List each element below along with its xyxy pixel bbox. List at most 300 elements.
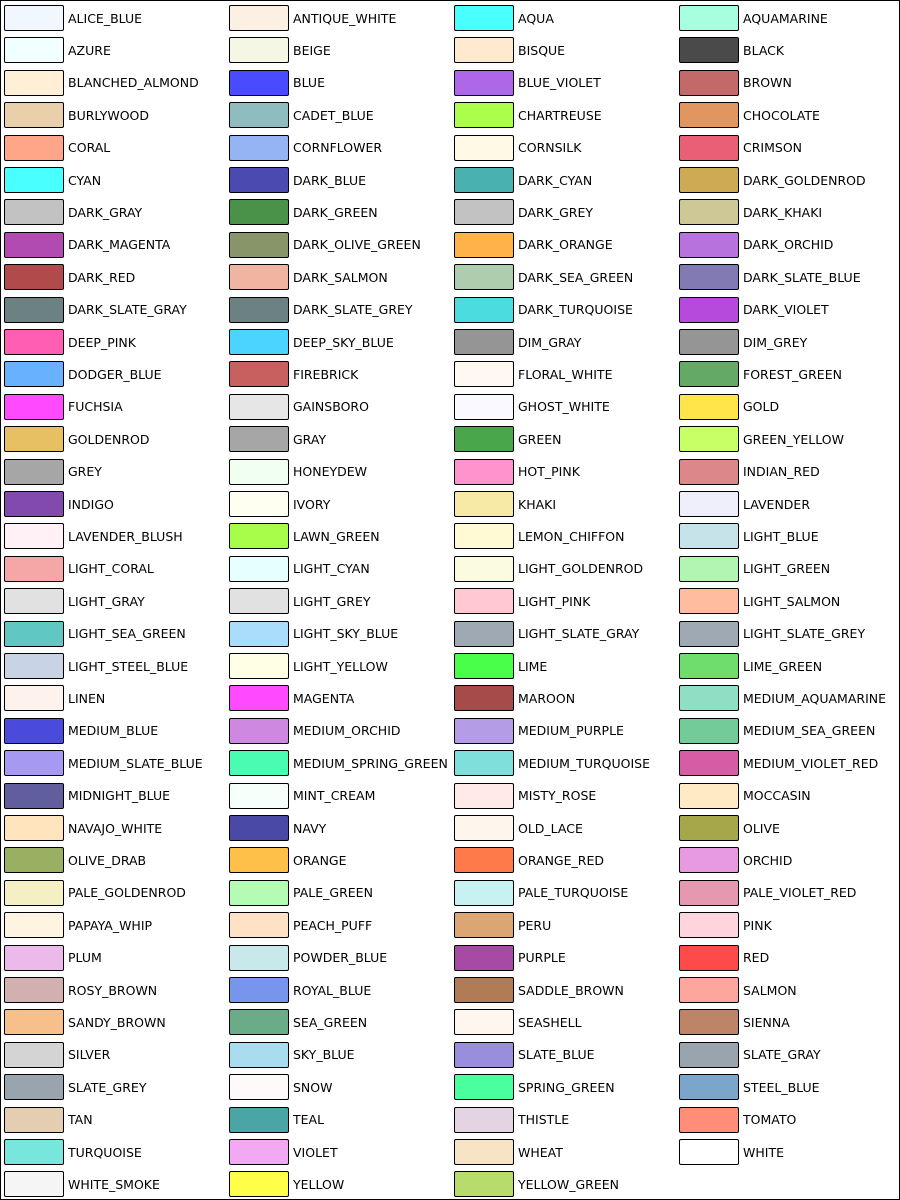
color-swatch (229, 523, 289, 549)
color-swatch (229, 199, 289, 225)
color-name-label: LINEN (68, 690, 106, 706)
color-swatch (229, 880, 289, 906)
color-name-label: ANTIQUE_WHITE (293, 10, 397, 26)
color-cell (4, 490, 114, 518)
color-name-label: MISTY_ROSE (518, 788, 597, 804)
color-cell (454, 101, 602, 129)
color-cell (454, 1106, 569, 1134)
color-cell (4, 425, 150, 453)
color-name-label: CRIMSON (743, 140, 803, 156)
color-name-label: LIGHT_CORAL (68, 561, 154, 577)
color-name-label: LIGHT_SKY_BLUE (293, 626, 399, 642)
color-cell (4, 393, 123, 421)
color-swatch (454, 1107, 514, 1133)
color-swatch (4, 1074, 64, 1100)
color-swatch (679, 102, 739, 128)
color-name-label: SANDY_BROWN (68, 1014, 166, 1030)
color-cell (4, 1106, 93, 1134)
color-swatch (229, 264, 289, 290)
color-swatch (679, 847, 739, 873)
color-swatch (4, 459, 64, 485)
color-cell (4, 166, 101, 194)
color-cell (229, 814, 326, 842)
color-name-label: MEDIUM_BLUE (68, 723, 159, 739)
color-swatch (4, 329, 64, 355)
color-name-label: LIGHT_GREY (293, 593, 371, 609)
color-name-label: BISQUE (518, 42, 566, 58)
color-name-label: WHITE (743, 1144, 784, 1160)
color-name-label: BURLYWOOD (68, 107, 150, 123)
color-swatch (229, 783, 289, 809)
color-cell (4, 458, 102, 486)
color-name-label: SILVER (68, 1047, 111, 1063)
color-name-label: LEMON_CHIFFON (518, 528, 625, 544)
color-swatch (229, 426, 289, 452)
color-name-label: CADET_BLUE (293, 107, 374, 123)
color-swatch (4, 70, 64, 96)
color-name-label: LIGHT_SLATE_GREY (743, 626, 866, 642)
color-swatch (454, 556, 514, 582)
color-cell (679, 198, 822, 226)
color-name-label: CHOCOLATE (743, 107, 820, 123)
color-name-label: DARK_BLUE (293, 172, 367, 188)
color-swatch (679, 685, 739, 711)
color-cell (454, 976, 624, 1004)
color-swatch (229, 5, 289, 31)
color-cell (4, 4, 142, 32)
color-name-label: DIM_GREY (743, 334, 808, 350)
color-name-label: SNOW (293, 1079, 333, 1095)
color-cell (229, 1106, 324, 1134)
color-name-label: GOLDENROD (68, 431, 150, 447)
color-cell (229, 296, 413, 324)
color-swatch (679, 5, 739, 31)
color-swatch (454, 783, 514, 809)
color-cell (454, 717, 624, 745)
color-cell (4, 522, 183, 550)
color-name-label: SADDLE_BROWN (518, 982, 624, 998)
color-cell (229, 1138, 338, 1166)
color-swatch (454, 70, 514, 96)
color-swatch (679, 459, 739, 485)
color-cell (229, 458, 367, 486)
color-name-label: DARK_TURQUOISE (518, 302, 633, 318)
color-name-label: LIGHT_CYAN (293, 561, 370, 577)
color-name-label: CORNSILK (518, 140, 582, 156)
color-cell (454, 749, 650, 777)
color-cell (679, 166, 866, 194)
color-name-label: BLACK (743, 42, 785, 58)
color-cell (679, 782, 811, 810)
color-swatch (454, 945, 514, 971)
color-cell (229, 69, 325, 97)
color-name-label: DARK_SALMON (293, 269, 388, 285)
color-name-label: TURQUOISE (68, 1144, 142, 1160)
color-swatch (4, 394, 64, 420)
color-swatch (229, 1042, 289, 1068)
color-cell (4, 749, 203, 777)
color-name-label: BROWN (743, 75, 792, 91)
color-cell (679, 1138, 784, 1166)
color-cell (679, 101, 820, 129)
color-swatch (454, 102, 514, 128)
color-swatch (229, 1139, 289, 1165)
color-name-label: PINK (743, 917, 772, 933)
color-name-label: RED (743, 950, 770, 966)
color-swatch (4, 232, 64, 258)
color-cell (454, 555, 643, 583)
color-swatch (454, 718, 514, 744)
color-cell (229, 490, 330, 518)
color-name-label: ORANGE_RED (518, 852, 604, 868)
color-swatch (229, 945, 289, 971)
color-cell (679, 587, 840, 615)
color-swatch (229, 718, 289, 744)
color-cell (454, 1138, 563, 1166)
color-name-label: DEEP_PINK (68, 334, 136, 350)
color-cell (4, 1073, 146, 1101)
color-swatch (454, 167, 514, 193)
color-name-label: PLUM (68, 950, 102, 966)
color-name-label: DIM_GRAY (518, 334, 582, 350)
color-name-label: FLORAL_WHITE (518, 366, 613, 382)
color-name-label: FOREST_GREEN (743, 366, 842, 382)
color-name-label: SLATE_GREY (68, 1079, 147, 1095)
color-swatch (454, 750, 514, 776)
color-swatch (229, 750, 289, 776)
color-swatch (229, 70, 289, 96)
color-cell (454, 814, 583, 842)
color-cell (454, 1008, 582, 1036)
color-name-label: DARK_ORANGE (518, 237, 613, 253)
color-name-label: MEDIUM_SLATE_BLUE (68, 755, 203, 771)
color-cell (454, 944, 566, 972)
color-name-label: LIGHT_GREEN (743, 561, 831, 577)
color-name-label: DARK_GOLDENROD (743, 172, 866, 188)
color-name-label: DARK_SLATE_GREY (293, 302, 413, 318)
color-swatch (679, 297, 739, 323)
color-cell (679, 522, 819, 550)
color-swatch (679, 945, 739, 971)
color-swatch (229, 167, 289, 193)
color-swatch (4, 135, 64, 161)
color-cell (4, 814, 162, 842)
color-name-label: LAWN_GREEN (293, 528, 380, 544)
color-name-label: ORANGE (293, 852, 347, 868)
color-name-label: DARK_SLATE_GRAY (68, 302, 187, 318)
color-swatch (454, 459, 514, 485)
color-cell (229, 652, 388, 680)
color-cell (229, 587, 371, 615)
color-cell (229, 846, 347, 874)
color-cell (454, 587, 590, 615)
color-name-label: SALMON (743, 982, 797, 998)
color-cell (454, 879, 628, 907)
color-name-label: DARK_VIOLET (743, 302, 829, 318)
color-name-label: DARK_SEA_GREEN (518, 269, 634, 285)
color-swatch (454, 912, 514, 938)
color-cell (679, 879, 856, 907)
color-swatch (229, 329, 289, 355)
color-swatch (229, 37, 289, 63)
color-swatch (679, 264, 739, 290)
color-swatch (229, 653, 289, 679)
color-name-label: GREY (68, 464, 102, 480)
color-cell (679, 69, 792, 97)
color-swatch (454, 361, 514, 387)
color-cell (454, 36, 565, 64)
color-cell (454, 458, 580, 486)
color-cell (229, 198, 378, 226)
color-cell (454, 263, 633, 291)
color-name-label: ROSY_BROWN (68, 982, 158, 998)
color-cell (229, 1041, 355, 1069)
color-cell (229, 134, 382, 162)
color-swatch (229, 297, 289, 323)
color-swatch (229, 556, 289, 582)
color-name-label: LAVENDER_BLUSH (68, 528, 183, 544)
color-name-label: LIGHT_STEEL_BLUE (68, 658, 189, 674)
color-name-label: LAVENDER (743, 496, 811, 512)
color-name-label: DARK_CYAN (518, 172, 593, 188)
color-swatch (229, 847, 289, 873)
color-name-label: SLATE_BLUE (518, 1047, 595, 1063)
color-name-label: LIGHT_GOLDENROD (518, 561, 644, 577)
color-cell (679, 717, 875, 745)
color-cell (454, 425, 562, 453)
color-name-label: SKY_BLUE (293, 1047, 355, 1063)
color-name-label: DARK_GREEN (293, 204, 378, 220)
color-cell (4, 69, 199, 97)
color-cell (679, 425, 844, 453)
color-swatch (4, 556, 64, 582)
color-name-label: DODGER_BLUE (68, 366, 162, 382)
color-swatch (454, 1009, 514, 1035)
color-swatch (679, 199, 739, 225)
color-cell (4, 620, 186, 648)
color-cell (4, 263, 135, 291)
color-swatch (454, 491, 514, 517)
color-swatch (229, 1074, 289, 1100)
color-cell (679, 1041, 821, 1069)
color-cell (679, 976, 797, 1004)
color-swatch (454, 1042, 514, 1068)
color-cell (4, 782, 170, 810)
color-cell (229, 555, 370, 583)
color-name-label: FIREBRICK (293, 366, 359, 382)
color-swatch (4, 588, 64, 614)
color-name-label: MEDIUM_AQUAMARINE (743, 690, 887, 706)
color-name-label: TEAL (293, 1112, 325, 1128)
color-name-label: AZURE (68, 42, 111, 58)
color-cell (679, 846, 792, 874)
color-name-label: LIME (518, 658, 548, 674)
color-name-label: SLATE_GRAY (743, 1047, 821, 1063)
color-name-label: LIGHT_PINK (518, 593, 591, 609)
color-cell (679, 296, 829, 324)
color-swatch (679, 718, 739, 744)
color-cell (4, 1138, 142, 1166)
color-swatch (4, 977, 64, 1003)
color-cell (229, 166, 366, 194)
color-name-label: DARK_RED (68, 269, 136, 285)
color-swatch (229, 135, 289, 161)
color-cell (679, 328, 807, 356)
color-swatch (679, 653, 739, 679)
color-name-label: ORCHID (743, 852, 793, 868)
color-cell (229, 684, 354, 712)
color-cell (229, 944, 387, 972)
color-cell (679, 944, 769, 972)
color-name-label: MEDIUM_TURQUOISE (518, 755, 650, 771)
color-name-label: STEEL_BLUE (743, 1079, 820, 1095)
color-swatch (454, 588, 514, 614)
color-cell (454, 1170, 619, 1198)
color-swatch (4, 297, 64, 323)
color-name-label: NAVAJO_WHITE (68, 820, 163, 836)
color-name-label: HOT_PINK (518, 464, 580, 480)
color-cell (454, 296, 633, 324)
color-swatch (679, 329, 739, 355)
color-cell (679, 555, 830, 583)
color-cell (454, 1041, 595, 1069)
color-cell (454, 620, 639, 648)
color-name-label: GAINSBORO (293, 399, 369, 415)
color-name-label: MOCCASIN (743, 788, 811, 804)
color-swatch (229, 459, 289, 485)
color-swatch (454, 37, 514, 63)
color-name-label: GHOST_WHITE (518, 399, 610, 415)
color-swatch (4, 361, 64, 387)
color-cell (229, 393, 369, 421)
color-name-label: PALE_GREEN (293, 885, 373, 901)
color-swatch (679, 135, 739, 161)
color-name-label: IVORY (293, 496, 331, 512)
color-swatch (454, 426, 514, 452)
color-cell (679, 814, 780, 842)
color-cell (679, 36, 784, 64)
color-cell (454, 328, 581, 356)
color-name-label: ROYAL_BLUE (293, 982, 372, 998)
color-name-label: CORNFLOWER (293, 140, 383, 156)
color-name-label: WHEAT (518, 1144, 563, 1160)
color-cell (679, 620, 865, 648)
color-cell (454, 69, 601, 97)
color-cell (4, 555, 154, 583)
color-swatch (4, 523, 64, 549)
color-swatch (679, 167, 739, 193)
color-swatch (229, 491, 289, 517)
color-swatch (454, 1171, 514, 1197)
color-swatch (679, 361, 739, 387)
color-swatch (679, 394, 739, 420)
color-name-label: CHARTREUSE (518, 107, 602, 123)
color-swatch (679, 880, 739, 906)
color-cell (4, 684, 105, 712)
color-cell (454, 166, 592, 194)
color-cell (679, 490, 810, 518)
color-cell (4, 1041, 110, 1069)
color-swatch (4, 815, 64, 841)
color-name-label: LIGHT_SLATE_GRAY (518, 626, 640, 642)
color-name-label: YELLOW_GREEN (518, 1176, 619, 1192)
color-cell (229, 879, 373, 907)
color-cell (229, 911, 372, 939)
color-swatch (229, 685, 289, 711)
color-swatch (4, 1107, 64, 1133)
color-swatch (4, 1171, 64, 1197)
color-cell (229, 101, 374, 129)
color-cell (4, 944, 102, 972)
color-name-label: AQUAMARINE (743, 10, 828, 26)
color-cell (4, 846, 146, 874)
color-swatch (229, 588, 289, 614)
color-cell (4, 101, 149, 129)
color-cell (454, 652, 547, 680)
color-swatch (454, 394, 514, 420)
color-name-label: PALE_GOLDENROD (68, 885, 186, 901)
color-swatch (679, 977, 739, 1003)
color-swatch (679, 621, 739, 647)
color-cell (229, 425, 326, 453)
color-swatch (4, 847, 64, 873)
color-swatch (679, 1074, 739, 1100)
color-cell (4, 879, 186, 907)
color-swatch (679, 912, 739, 938)
color-swatch (454, 977, 514, 1003)
color-name-label: DARK_GREY (518, 204, 593, 220)
color-swatch (4, 880, 64, 906)
color-cell (229, 36, 331, 64)
color-swatch (679, 783, 739, 809)
color-swatch (679, 1107, 739, 1133)
color-cell (229, 1073, 332, 1101)
color-name-label: THISTLE (518, 1112, 570, 1128)
color-cell (229, 717, 401, 745)
color-cell (4, 360, 162, 388)
color-cell (454, 360, 612, 388)
color-name-label: MAGENTA (293, 690, 355, 706)
color-swatch (4, 718, 64, 744)
color-swatch (4, 37, 64, 63)
color-name-label: ALICE_BLUE (68, 10, 143, 26)
color-name-label: BEIGE (293, 42, 331, 58)
color-cell (4, 231, 170, 259)
color-swatch (454, 1139, 514, 1165)
color-name-label: LIGHT_SEA_GREEN (68, 626, 186, 642)
color-cell (679, 1106, 796, 1134)
color-name-label: MIDNIGHT_BLUE (68, 788, 171, 804)
color-swatch (4, 1009, 64, 1035)
color-cell (679, 458, 820, 486)
color-cell (454, 846, 604, 874)
color-swatch (229, 361, 289, 387)
color-swatch (229, 977, 289, 1003)
color-name-label: AQUA (518, 10, 554, 26)
color-cell (679, 360, 842, 388)
color-cell (4, 296, 187, 324)
color-swatch (229, 1107, 289, 1133)
color-swatch (4, 102, 64, 128)
color-swatch (229, 1009, 289, 1035)
color-swatch (454, 264, 514, 290)
color-name-label: DARK_SLATE_BLUE (743, 269, 861, 285)
color-cell (229, 1008, 367, 1036)
color-swatch (679, 556, 739, 582)
color-swatch (679, 1139, 739, 1165)
color-cell (229, 231, 421, 259)
color-name-label: INDIGO (68, 496, 114, 512)
